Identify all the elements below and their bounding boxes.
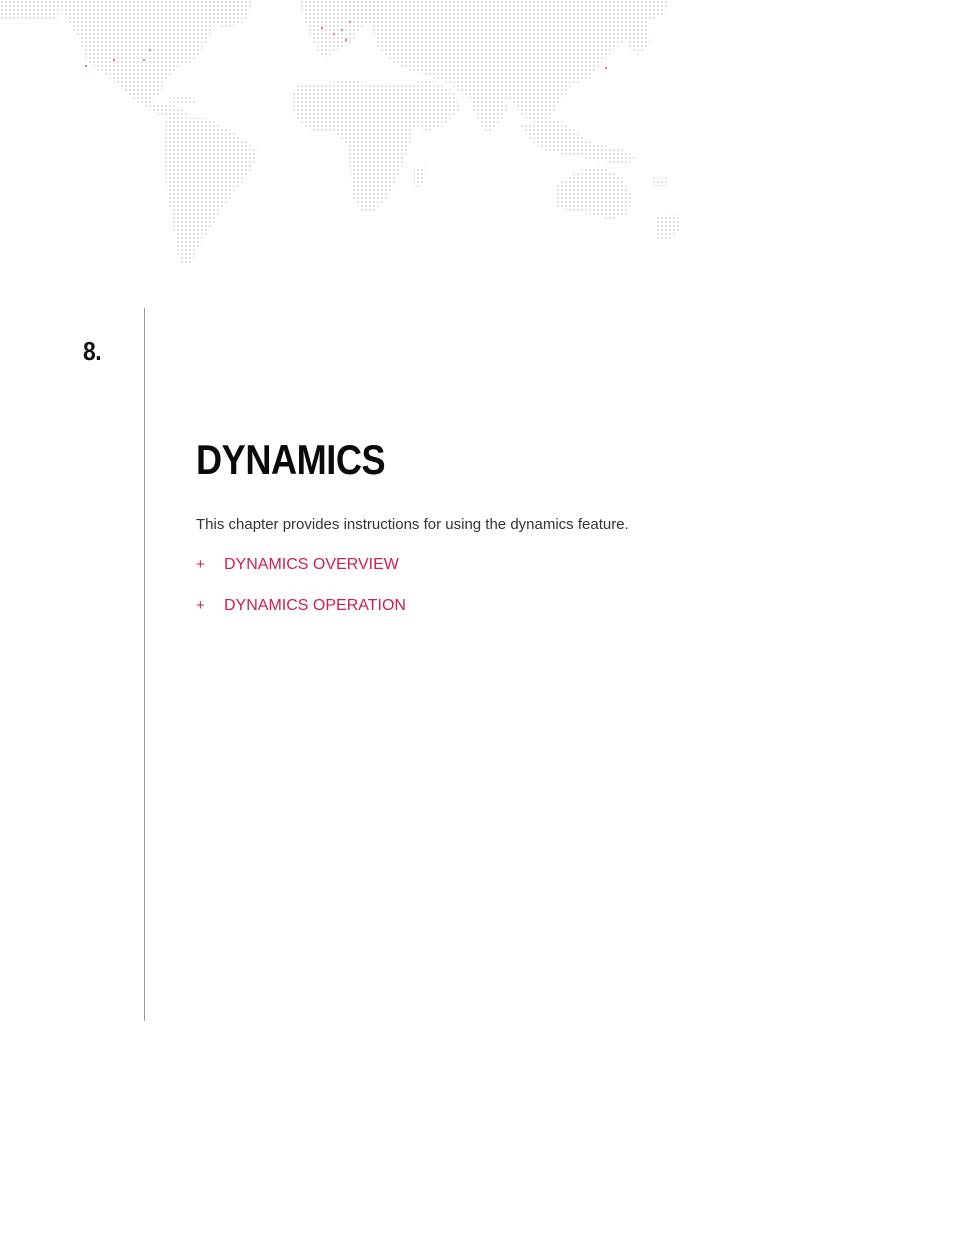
chapter-number: 8. — [83, 336, 102, 366]
toc-item-dynamics-operation — [196, 597, 406, 638]
chapter-intro: This chapter provides instructions for using the dynamics feature. — [196, 516, 629, 533]
toc-link-dynamics-operation[interactable]: DYNAMICS OPERATION — [224, 597, 406, 614]
toc-link-dynamics-overview[interactable]: DYNAMICS OVERVIEW — [224, 556, 399, 573]
toc-item-dynamics-overview — [196, 556, 406, 597]
chapter-toc — [196, 556, 406, 638]
vertical-divider — [144, 308, 145, 1021]
chapter-title: DYNAMICS — [196, 436, 386, 483]
plus-icon: + — [196, 556, 205, 573]
plus-icon: + — [196, 597, 205, 614]
world-map-graphic — [0, 0, 700, 270]
world-map-dots — [0, 0, 682, 264]
